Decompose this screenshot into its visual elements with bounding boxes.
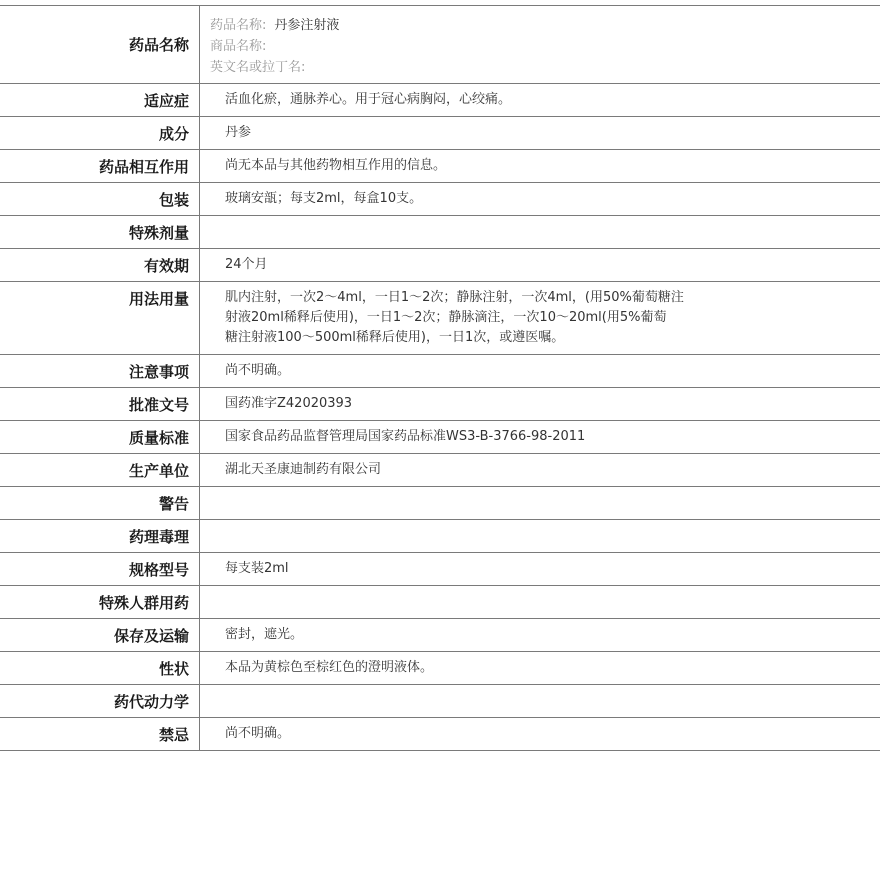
drug-info-table	[0, 5, 880, 751]
table-row	[0, 586, 880, 619]
row-label: 批准文号	[0, 388, 200, 420]
table-row	[0, 421, 880, 454]
row-value	[200, 520, 880, 552]
row-value	[200, 685, 880, 717]
table-row	[0, 718, 880, 751]
table-row	[0, 520, 880, 553]
table-row	[0, 216, 880, 249]
usage-line: 肌内注射，一次2～4ml，一日1～2次；静脉注射，一次4ml，(用50%葡萄糖注	[225, 290, 684, 305]
usage-line: 糖注射液100～500ml稀释后使用)，一日1次，或遵医嘱。	[225, 330, 565, 345]
row-label: 质量标准	[0, 421, 200, 453]
row-value	[200, 487, 880, 519]
row-label: 药代动力学	[0, 685, 200, 717]
generic-name-value: 丹参注射液	[274, 18, 340, 33]
usage-value	[200, 282, 880, 354]
drug-name-values	[200, 6, 880, 83]
table-row-drug-name	[0, 6, 880, 84]
generic-name-line	[210, 15, 880, 36]
row-value: 活血化瘀，通脉养心。用于冠心病胸闷，心绞痛。	[225, 92, 512, 107]
row-label: 药品名称	[0, 6, 200, 83]
row-value: 尚不明确。	[225, 726, 291, 741]
row-label: 生产单位	[0, 454, 200, 486]
usage-line: 射液20ml稀释后使用)，一日1～2次；静脉滴注，一次10～20ml(用5%葡萄	[225, 310, 667, 325]
row-value: 尚无本品与其他药物相互作用的信息。	[225, 158, 447, 173]
row-value: 湖北天圣康迪制药有限公司	[225, 462, 382, 477]
row-label: 药品相互作用	[0, 150, 200, 182]
row-label: 禁忌	[0, 718, 200, 750]
row-value: 国药准字Z42020393	[225, 396, 353, 411]
row-label: 药理毒理	[0, 520, 200, 552]
row-value: 尚不明确。	[225, 363, 291, 378]
table-row	[0, 355, 880, 388]
table-row	[0, 388, 880, 421]
table-row	[0, 487, 880, 520]
english-name-key: 英文名或拉丁名:	[210, 60, 306, 75]
row-value	[200, 586, 880, 618]
trade-name-line	[210, 36, 880, 57]
table-row	[0, 84, 880, 117]
english-name-line	[210, 57, 880, 78]
row-label: 性状	[0, 652, 200, 684]
row-label: 包装	[0, 183, 200, 215]
row-label: 规格型号	[0, 553, 200, 585]
table-row	[0, 652, 880, 685]
row-label: 注意事项	[0, 355, 200, 387]
table-row-usage	[0, 282, 880, 355]
row-value: 本品为黄棕色至棕红色的澄明液体。	[225, 660, 434, 675]
row-label: 特殊人群用药	[0, 586, 200, 618]
table-row	[0, 454, 880, 487]
row-label: 用法用量	[0, 282, 200, 354]
row-label: 保存及运输	[0, 619, 200, 651]
table-row	[0, 553, 880, 586]
row-label: 有效期	[0, 249, 200, 281]
row-value	[200, 216, 880, 248]
trade-name-key: 商品名称:	[210, 39, 267, 54]
row-label: 警告	[0, 487, 200, 519]
row-label: 成分	[0, 117, 200, 149]
row-value: 国家食品药品监督管理局国家药品标准WS3-B-3766-98-2011	[225, 429, 586, 444]
table-row	[0, 117, 880, 150]
row-label: 适应症	[0, 84, 200, 116]
row-value: 每支装2ml	[225, 561, 289, 576]
table-row	[0, 150, 880, 183]
table-row	[0, 249, 880, 282]
row-value: 密封，遮光。	[225, 627, 304, 642]
row-label: 特殊剂量	[0, 216, 200, 248]
row-value: 丹参	[225, 125, 252, 140]
row-value: 24个月	[225, 257, 268, 272]
row-value: 玻璃安瓿；每支2ml，每盒10支。	[225, 191, 423, 206]
generic-name-key: 药品名称:	[210, 18, 267, 33]
table-row	[0, 619, 880, 652]
table-row	[0, 685, 880, 718]
table-row	[0, 183, 880, 216]
